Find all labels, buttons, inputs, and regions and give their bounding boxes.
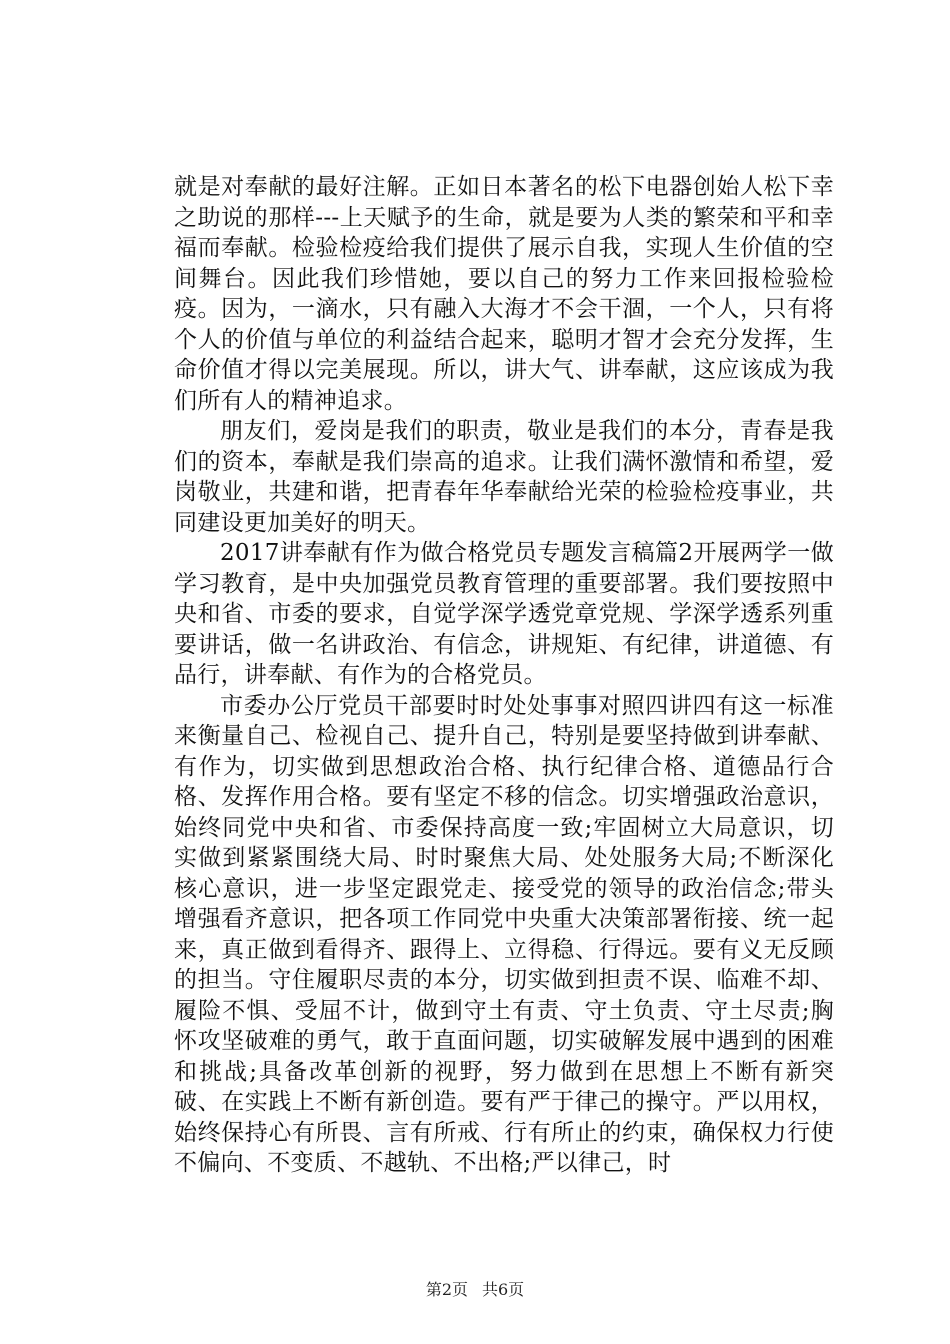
page-number-total: 共6页 — [482, 1280, 525, 1299]
page-number-current: 第2页 — [425, 1280, 468, 1299]
document-body — [174, 172, 834, 1179]
paragraph-3: 2017讲奉献有作为做合格党员专题发言稿篇2开展两学一做学习教育，是中央加强党员教育管理的重要部署。我们要按照中央和省、市委的要求，自觉学深学透党章党规、学深学透系列重要讲话，做一名讲政治、有信念，讲规矩、有纪律，讲道德、有品行，讲奉献、有作为的合格党员。 — [174, 540, 834, 688]
page-footer — [0, 1280, 950, 1300]
paragraph-4: 市委办公厅党员干部要时时处处事事对照四讲四有这一标准来衡量自己、检视自己、提升自己，特别是要坚持做到讲奉献、有作为，切实做到思想政治合格、执行纪律合格、道德品行合格、发挥作用合格。要有坚定不移的信念。切实增强政治意识，始终同党中央和省、市委保持高度一致;牢固树立大局意识，切实做到紧紧围绕大局、时时聚焦大局、处处服务大局;不断深化核心意识，进一步坚定跟党走、接受党的领导的政治信念;带头增强看齐意识，把各项工作同党中央重大决策部署衔接、统一起来，真正做到看得齐、跟得上、立得稳、行得远。要有义无反顾的担当。守住履职尽责的本分，切实做到担责不误、临难不却、履险不惧、受屈不计，做到守土有责、守土负责、守土尽责;胸怀攻坚破难的勇气，敢于直面问题，切实破解发展中遇到的困难和挑战;具备改革创新的视野，努力做到在思想上不断有新突破、在实践上不断有新创造。要有严于律己的操守。严以用权，始终保持心有所畏、言有所戒、行有所止的约束，确保权力行使不偏向、不变质、不越轨、不出格;严以律己，时 — [174, 692, 834, 1176]
paragraph-1: 就是对奉献的最好注解。正如日本著名的松下电器创始人松下幸之助说的那样---上天赋予的生命，就是要为人类的繁荣和平和幸福而奉献。检验检疫给我们提供了展示自我，实现人生价值的空间舞台。因此我们珍惜她，要以自己的努力工作来回报检验检疫。因为，一滴水，只有融入大海才不会干涸，一个人，只有将个人的价值与单位的利益结合起来，聪明才智才会充分发挥，生命价值才得以完美展现。所以，讲大气、讲奉献，这应该成为我们所有人的精神追求。 — [174, 174, 834, 414]
paragraph-2: 朋友们，爱岗是我们的职责，敬业是我们的本分，青春是我们的资本，奉献是我们崇高的追求。让我们满怀激情和希望，爱岗敬业，共建和谐，把青春年华奉献给光荣的检验检疫事业，共同建设更加美好的明天。 — [174, 418, 834, 536]
